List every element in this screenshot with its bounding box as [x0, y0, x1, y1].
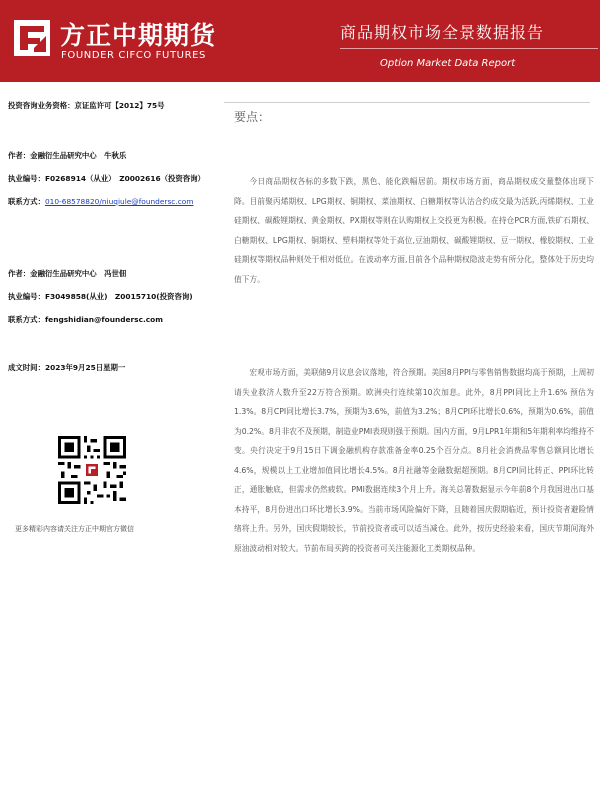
author2-contact [8, 314, 163, 325]
company-name-en: FOUNDER CIFCO FUTURES [61, 50, 206, 61]
macro-market-paragraph: 宏观市场方面，美联储9月议息会议落地，符合预期。美国8月PPI与零售销售数据均高于预期，上周初请失业救济人数升至22万符合预期。欧洲央行连续第10次加息。此外，8月PPI同比上升1.6% 预估为1.3%。8月CPI同比增长3.7%，预期为3.6%，前值为3.2%；8月CPI环比增长0.6%，预期为0.6%，前值为0.2%。8月非农不及预期，制造业PMI表现则强于预期。国内方面，9月LPR1年期和5年期利率均维持不变。央行决定于9月15日下调金融机构存款准备金率0.25个百分点。8月社会消费品零售总额同比增长4.6%，规模以上工业增加值同比增长4.5%。8月社融等金融数据超预期。8月CPI同比转正、PPI环比转正，通胀触底，但需求仍然疲软。PMI数据连续3个月上升。海关总署数据显示今年前8个月我国进出口基本持平，8月份进出口环比增长3.9%。当前市场风险偏好下降，且随着国庆假期临近，预计投资者避险情绪将上升。另外，国庆假期较长，节前投资者或可以适当减仓。此外，按历史经验来看，国庆节期间海外原油波动相对较大。节前布局买跨的投资者可关注能源化工类期权品种。 [234, 368, 594, 553]
author2-email: fengshidian@foundersc.com [44, 315, 163, 324]
author1-contact [8, 196, 194, 207]
report-header [0, 0, 600, 82]
wechat-qr-code [58, 436, 126, 504]
author2-contact-label: 联系方式： [8, 315, 45, 324]
report-title: 商品期权市场全景数据报告 [340, 23, 545, 42]
author1-registration: 执业编号：F0268914（从业） Z0002616（投资咨询） [8, 174, 205, 183]
company-name-cn: 方正中期期货 [60, 21, 217, 50]
key-points-heading: 要点： [234, 110, 271, 124]
report-subtitle: Option Market Data Report [380, 58, 516, 69]
qr-caption: 更多精彩内容请关注方正中期官方微信 [15, 525, 134, 533]
publish-date: 成文时间：2023年9月25日星期一 [8, 363, 126, 372]
license-info: 投资咨询业务资格：京证监许可【2012】75号 [8, 101, 165, 110]
author2-registration: 执业编号：F3049858(从业) Z0015710(投资咨询) [8, 292, 193, 301]
header-divider [340, 48, 598, 49]
author2-name: 作者：金融衍生品研究中心 冯世佃 [8, 269, 127, 278]
founder-logo-icon [12, 18, 52, 58]
author1-contact-label: 联系方式： [8, 197, 45, 206]
author1-email-link[interactable]: 010-68578820/niuqiule@foundersc.com [44, 197, 194, 206]
author1-name: 作者：金融衍生品研究中心 牛秋乐 [8, 151, 127, 160]
content-divider [224, 102, 590, 103]
options-market-paragraph: 今日商品期权各标的多数下跌，黑色、能化跌幅居前。期权市场方面，商品期权成交量整体出现下降。目前聚丙烯期权、LPG期权、铜期权、菜油期权、白糖期权等认沽合约成交最为活跃,丙烯期权、工业硅期权、碳酸锂期权、黄金期权、PX期权等则在认购期权上交投更为积极。在持仓PCR方面,铁矿石期权、白糖期权、LPG期权、铜期权、塑料期权等处于高位,豆油期权、碳酸锂期权、豆一期权、橡胶期权、工业硅期权等期权品种则处于相对低位。在波动率方面,目前各个品种期权隐波走势有所分化，整体处于历史均值下方。 [234, 177, 594, 284]
